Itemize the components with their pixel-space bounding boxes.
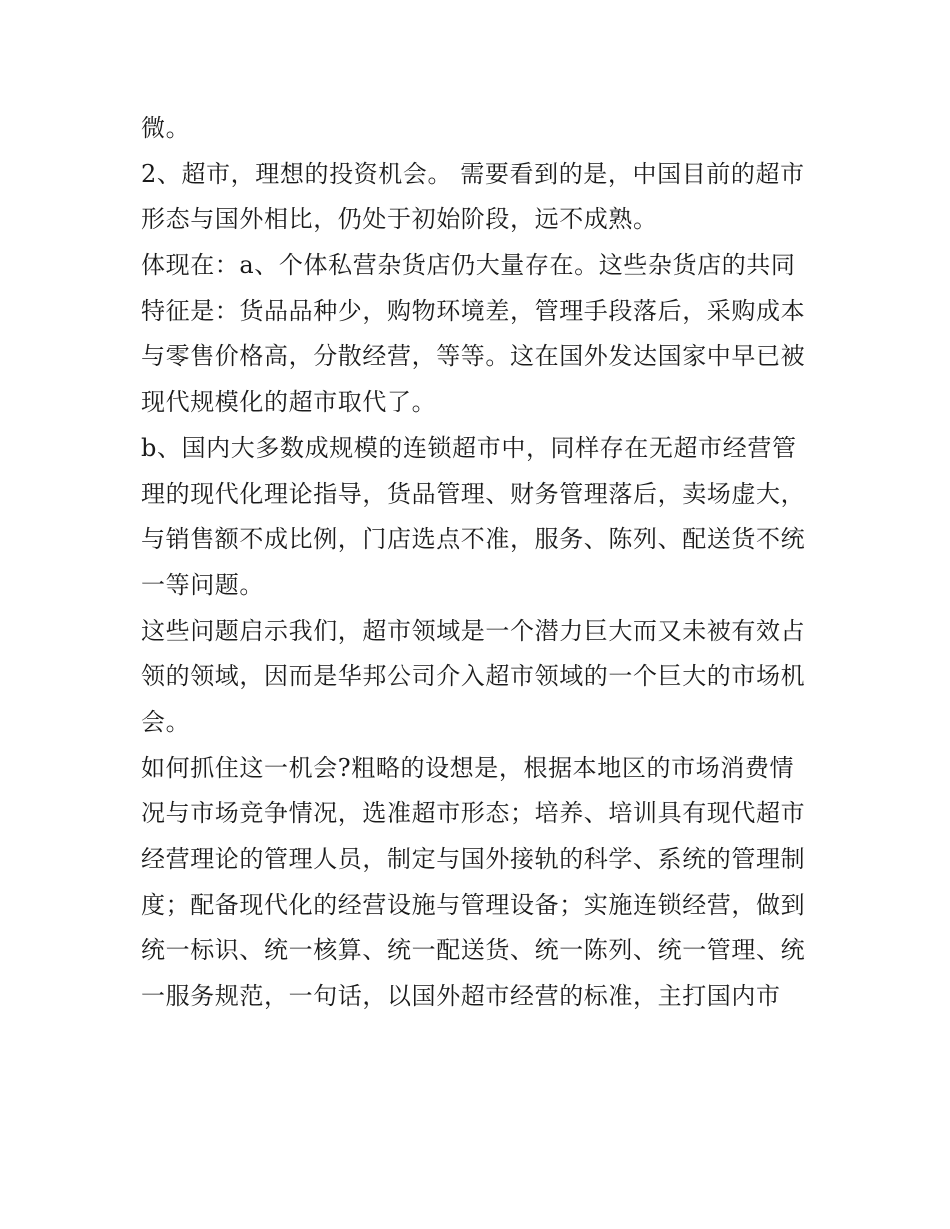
text-line: 一等问题。 <box>141 570 264 599</box>
text-line: 2、超市，理想的投资机会。 需要看到的是，中国目前的超市 <box>141 159 805 188</box>
text-line: 会。 <box>141 707 191 736</box>
text-line: 现代规模化的超市取代了。 <box>141 388 437 417</box>
text-line: 领的领域，因而是华邦公司介入超市领域的一个巨大的市场机 <box>141 662 806 691</box>
text-line: 与销售额不成比例，门店选点不准，服务、陈列、配送货不统 <box>141 525 806 554</box>
text-line: 经营理论的管理人员，制定与国外接轨的科学、系统的管理制 <box>141 845 806 873</box>
text-line: 形态与国外相比，仍处于初始阶段，远不成熟。 <box>141 205 658 234</box>
text-line: 理的现代化理论指导，货品管理、财务管理落后，卖场虚大， <box>141 479 806 508</box>
body-text <box>141 106 817 1020</box>
text-line: 与零售价格高，分散经营，等等。这在国外发达国家中早已被 <box>141 342 806 371</box>
text-line: 微。 <box>141 114 191 142</box>
text-line: 这些问题启示我们，超市领域是一个潜力巨大而又未被有效占 <box>141 616 806 645</box>
text-line: 体现在：a、个体私营杂货店仍大量存在。这些杂货店的共同 <box>141 251 796 280</box>
text-line: 度；配备现代化的经营设施与管理设备；实施连锁经营，做到 <box>141 890 806 919</box>
text-line: 特征是：货品品种少，购物环境差，管理手段落后，采购成本 <box>141 296 806 325</box>
text-line: b、国内大多数成规模的连锁超市中，同样存在无超市经营管 <box>141 433 797 462</box>
text-line: 如何抓住这一机会?粗略的设想是，根据本地区的市场消费情 <box>141 753 795 782</box>
text-line: 统一标识、统一核算、统一配送货、统一陈列、统一管理、统 <box>141 936 806 965</box>
text-line: 况与市场竞争情况，选准超市形态；培养、培训具有现代超市 <box>141 799 806 828</box>
text-line: 一服务规范，一句话，以国外超市经营的标准，主打国内市 <box>141 982 781 1011</box>
